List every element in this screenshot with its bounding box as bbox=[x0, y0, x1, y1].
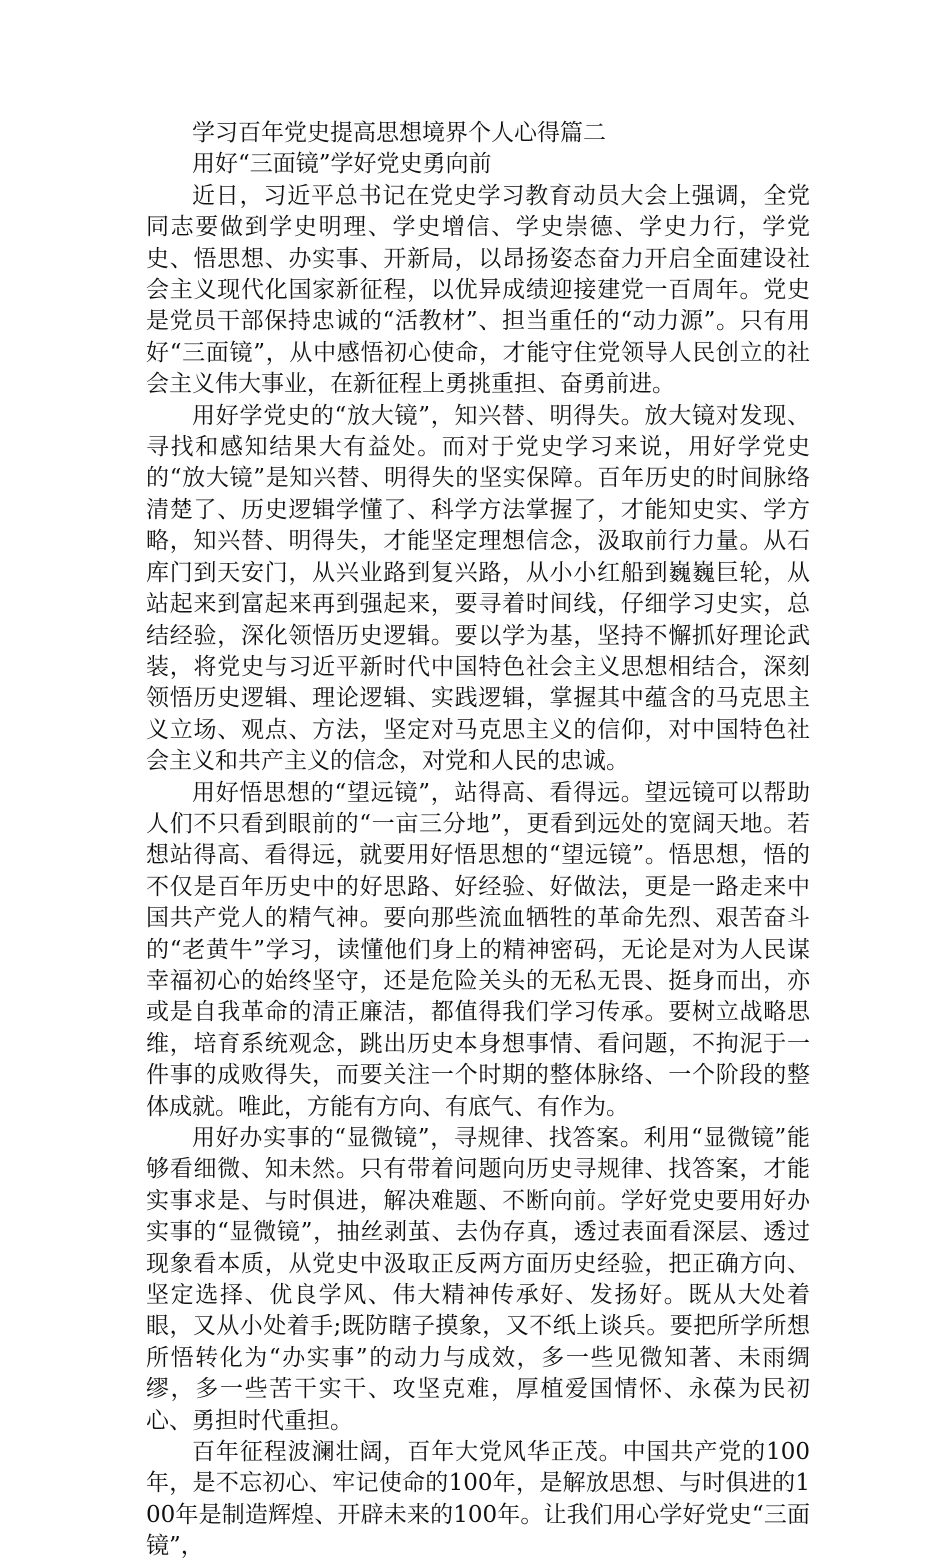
paragraph-intro: 近日，习近平总书记在党史学习教育动员大会上强调，全党同志要做到学史明理、学史增信、学史崇德、学史力行，学党史、悟思想、办实事、开新局，以昂扬姿态奋力开启全面建设社会主义现代化国家新征程，以优异成绩迎接建党一百周年。党史是党员干部保持忠诚的“活教材”、担当重任的“动力源”。只有用好“三面镜”，从中感悟初心使命，才能守住党领导人民创立的社会主义伟大事业，在新征程上勇挑重担、奋勇前进。 bbox=[146, 182, 810, 398]
paragraph-conclusion: 百年征程波澜壮阔，百年大党风华正茂。中国共产党的100年，是不忘初心、牢记使命的100年，是解放思想、与时俱进的100年是制造辉煌、开辟未来的100年。让我们用心学好党史“三面镜”， bbox=[146, 1439, 810, 1560]
article-subtitle: 用好“三面镜”学好党史勇向前 bbox=[192, 151, 492, 178]
article-title: 学习百年党史提高思想境界个人心得篇二 bbox=[192, 120, 606, 146]
paragraph-telescope: 用好悟思想的“望远镜”，站得高、看得远。望远镜可以帮助人们不只看到眼前的“一亩三分地”，更看到远处的宽阔天地。若想站得高、看得远，就要用好悟思想的“望远镜”。悟思想，悟的不仅是百年历史中的好思路、好经验、好做法，更是一路走来中国共产党人的精气神。要向那些流血牺牲的革命先烈、艰苦奋斗的“老黄牛”学习，读懂他们身上的精神密码，无论是对为人民谋幸福初心的始终坚守，还是危险关头的无私无畏、挺身而出，亦或是自我革命的清正廉洁，都值得我们学习传承。要树立战略思维，培育系统观念，跳出历史本身想事情、看问题，不拘泥于一件事的成败得失，而要关注一个时期的整体脉络、一个阶段的整体成就。唯此，方能有方向、有底气、有作为。 bbox=[146, 779, 810, 1120]
paragraph-microscope: 用好办实事的“显微镜”，寻规律、找答案。利用“显微镜”能够看细微、知未然。只有带着问题向历史寻规律、找答案，才能实事求是、与时俱进，解决难题、不断向前。学好党史要用好办实事的“显微镜”，抽丝剥茧、去伪存真，透过表面看深层、透过现象看本质，从党史中汲取正反两方面历史经验，把正确方向、坚定选择、优良学风、伟大精神传承好、发扬好。既从大处着眼，又从小处着手;既防瞎子摸象，又不纸上谈兵。要把所学所想所悟转化为“办实事”的动力与成效，多一些见微知著、未雨绸缪，多一些苦干实干、攻坚克难，厚植爱国情怀、永葆为民初心、勇担时代重担。 bbox=[146, 1125, 810, 1434]
paragraph-magnifier: 用好学党史的“放大镜”，知兴替、明得失。放大镜对发现、寻找和感知结果大有益处。而对于党史学习来说，用好学党史的“放大镜”是知兴替、明得失的坚实保障。百年历史的时间脉络清楚了、历史逻辑学懂了、科学方法掌握了，才能知史实、学方略，知兴替、明得失，才能坚定理想信念，汲取前行力量。从石库门到天安门，从兴业路到复兴路，从小小红船到巍巍巨轮，从站起来到富起来再到强起来，要寻着时间线，仔细学习史实，总结经验，深化领悟历史逻辑。要以学为基，坚持不懈抓好理论武装，将党史与习近平新时代中国特色社会主义思想相结合，深刻领悟历史逻辑、理论逻辑、实践逻辑，掌握其中蕴含的马克思主义立场、观点、方法，坚定对马克思主义的信仰，对中国特色社会主义和共产主义的信念，对党和人民的忠诚。 bbox=[146, 402, 810, 775]
article-body bbox=[146, 118, 810, 1563]
